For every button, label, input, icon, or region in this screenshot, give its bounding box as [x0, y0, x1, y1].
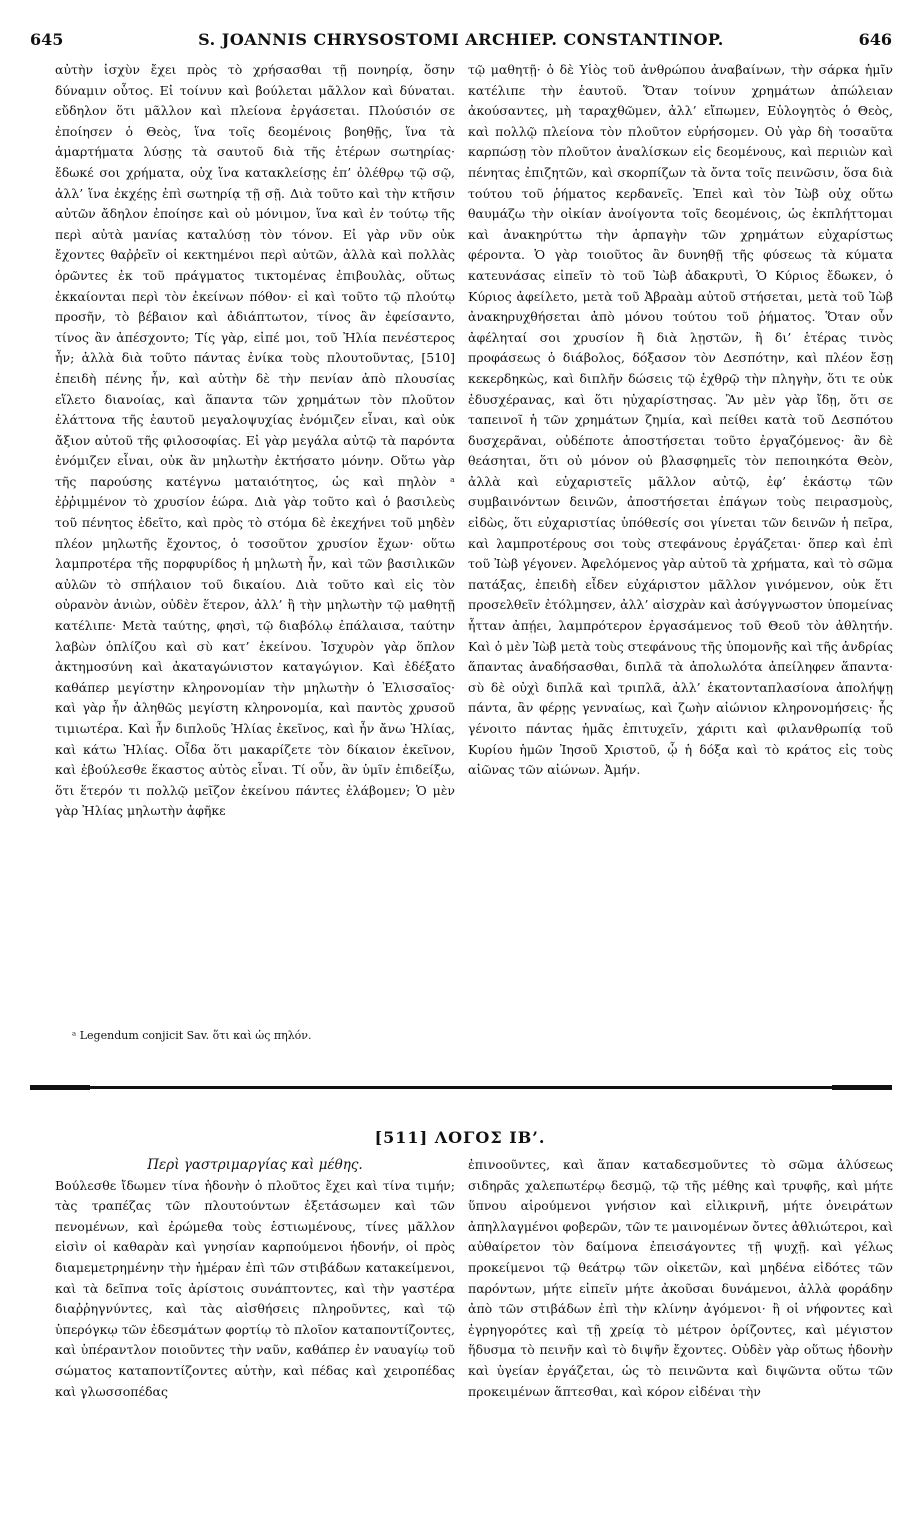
top-right-text: τῷ μαθητῇ· ὁ δὲ Υἱὸς τοῦ ἀνθρώπου ἀναβαίνων, τὴν σάρκα ἡμῖν κατέλιπε τὴν ἑαυτοῦ. Ὅταν τοίνυν χρημάτων ἀπώλειαν ἀκούσαντες, μὴ ταραχθῶμεν, ἀλλ’ εἴπωμεν, Εὐλογητὸς ὁ Θεὸς, καὶ πολλῷ πλείονα τὸν πλοῦτον εὑρήσομεν. Οὐ γὰρ δὴ τοσαῦτα καρπώσῃ τὸν πλοῦτον ἀναλίσκων εἰς δεομένους, καὶ περιιὼν καὶ πένητας ἐπιζητῶν, καὶ σκορπίζων τὰ ὄντα τοῖς πεινῶσιν, ὅσα διὰ τούτου τοῦ ῥήματος κερδανεῖς. Ἐπεὶ καὶ τὸν Ἰὼβ οὐχ οὕτω θαυμάζω τὴν οἰκίαν ἀνοίγοντα τοῖς δεομένοις, ὡς ἐκπλήττομαι καὶ ἀνακηρύττω τὴν ἁρπαγὴν τῶν χρημάτων εὐχαρίστως φέροντα. Ὁ γὰρ τοιοῦτος ἂν δυνηθῇ τῆς φύσεως τὰ κύματα κατευνάσας εἰπεῖν τὸ τοῦ Ἰὼβ ἀδακρυτὶ, Ὁ Κύριος ἔδωκεν, ὁ Κύριος ἀφείλετο, μετὰ τοῦ Ἀβραὰμ αὐτοῦ στήσεται, μετὰ τοῦ Ἰὼβ ἀνακηρυχθήσεται ἀπὸ μόνου τούτου τοῦ ῥήματος. Ὅταν οὖν ἀφέληταί σοι χρυσίον ἢ διὰ λῃστῶν, ἢ δι’ ἑτέρας τινὸς προφάσεως ὁ διάβολος, δόξασον τὸν Δεσπότην, καὶ πλέον ἔσῃ κεκερδηκὼς, καὶ διπλῆν δώσεις τῷ ἐχθρῷ τὴν πληγὴν, ὅτι τε οὐκ ἐδυσχέρανας, καὶ ὅτι ηὐχαρίστησας. Ἂν μὲν γὰρ ἴδῃ, ὅτι σε ταπεινοῖ ἡ τῶν χρημάτων ζημία, καὶ πείθει κατὰ τοῦ Δεσπότου δυσχερᾶναι, οὐδέποτε ἀποστήσεται τοῦτο ἐργαζόμενος· ἂν δὲ θεάσηται, ὅτι οὐ μόνον οὐ βλασφημεῖς τὸν πεποιηκότα Θεὸν, ἀλλὰ καὶ εὐχαριστεῖς μᾶλλον αὐτῷ, ἐφ’ ἑκάστῳ τῶν συμβαινόντων δεινῶν, ἀποστήσεται ἐπάγων τοὺς πειρασμοὺς, εἰδὼς, ὅτι εὐχαριστίας ὑπόθεσίς σοι γίνεται τῶν δεινῶν ἡ πεῖρα, καὶ λαμπροτέρους σοι τοὺς στεφάνους ἐργάζεται· ὅπερ καὶ ἐπὶ τοῦ Ἰὼβ γέγονεν. Ἀφελόμενος γὰρ αὐτοῦ τὰ χρήματα, καὶ τὸ σῶμα πατάξας, ἐπειδὴ εἶδεν εὐχάριστον μᾶλλον γινόμενον, οὐκ ἔτι προσελθεῖν ἐτόλμησεν, ἀλλ’ αἰσχρὰν καὶ ἀσύγγνωστον ὑπομείνας ἧτταν ἀπῄει, λαμπρότερον ἐργασάμενος τοῦ Θεοῦ τὸν ἀθλητήν. Καὶ ὁ μὲν Ἰὼβ μετὰ τοὺς στεφάνους τῆς ὑπομονῆς καὶ τῆς ἀνδρίας ἅπαντας ἀναδήσασθαι, διπλᾶ τὰ ἀπολωλότα ἀπείληφεν ἅπαντα· σὺ δὲ οὐχὶ διπλᾶ καὶ τριπλᾶ, ἀλλ’ ἑκατονταπλασίονα ἀπολήψῃ πάντα, ἂν φέρῃς γενναίως, καὶ ζωὴν αἰώνιον κληρονομήσεις· ἧς γένοιτο πάντας ἡμᾶς ἐπιτυχεῖν, χάριτι καὶ φιλανθρωπίᾳ τοῦ Κυρίου ἡμῶν Ἰησοῦ Χριστοῦ, ᾧ ἡ δόξα καὶ τὸ κράτος εἰς τοὺς αἰῶνας τῶν αἰώνων. Ἀμήν. — [468, 62, 893, 778]
bottom-right-column — [468, 1155, 893, 1530]
page-header — [30, 30, 892, 56]
page-number-right: 646 — [858, 30, 892, 49]
section-subtitle: Περὶ γαστριμαργίας καὶ μέθης. — [147, 1157, 363, 1173]
bottom-left-text: Βούλεσθε ἴδωμεν τίνα ἡδονὴν ὁ πλοῦτος ἔχει καὶ τίνα τιμήν; τὰς τραπέζας τῶν πλουτούντων ἐξετάσωμεν καὶ τῶν πενομένων, καὶ ἐρώμεθα τοὺς ἑστιωμένους, τίνες μᾶλλον εἰσὶν οἱ καθαρὰν καὶ γνησίαν καρπούμενοι ἡδονήν, οἱ πρὸς διαμεμετρημένην τὴν ἡμέραν ἐπὶ τῶν στιβάδων κατακείμενοι, καὶ τὰ δεῖπνα τοῖς ἀρίστοις συνάπτοντες, καὶ τὴν γαστέρα διαῤῥηγνύντες, καὶ τὰς αἰσθήσεις πληροῦντες, καὶ τῷ ὑπερόγκῳ τῶν ἐδεσμάτων φορτίῳ τὸ πλοῖον καταποντίζοντες, καὶ ὑπέραντλον ποιοῦντες τὴν ναῦν, καθάπερ ἐν ναυαγίῳ τοῦ σώματος καταποντίζοντες αὐτὴν, καὶ πέδας καὶ χειροπέδας καὶ γλωσσοπέδας — [55, 1177, 455, 1399]
page-number-left: 645 — [30, 30, 64, 49]
top-left-text: αὐτὴν ἰσχὺν ἔχει πρὸς τὸ χρήσασθαι τῇ πονηρίᾳ, ὅσην δύναμιν οὗτος. Εἰ τοίνυν καὶ βούλεται μᾶλλον καὶ δύναται. εὔδηλον ὅτι μᾶλλον καὶ πλείονα ἐργάσεται. Πλούσιόν σε ἐποίησεν ὁ Θεὸς, ἵνα τοῖς δεομένοις βοηθῇς, ἵνα τὰ ἁμαρτήματα λύσῃς τὰ σαυτοῦ διὰ τῆς ἑτέρων σωτηρίας· ἔδωκέ σοι χρήματα, οὐχ ἵνα κατακλείσῃς ἐπ’ ὀλέθρῳ τῷ σῷ, ἀλλ’ ἵνα ἐκχέῃς ἐπὶ σωτηρίᾳ τῇ σῇ. Διὰ τοῦτο καὶ τὴν κτῆσιν αὐτῶν ἄδηλον ἐποίησε καὶ οὐ μόνιμον, ἵνα καὶ ἐν τούτῳ τῆς περὶ αὐτὰ μανίας καταλύσῃ τὸν τόνον. Εἰ γὰρ νῦν οὐκ ἔχοντες θαῤῥεῖν οἱ κεκτημένοι περὶ αὐτῶν, ἀλλὰ καὶ πολλὰς ὁρῶντες ἐκ τοῦ πράγματος τικτομένας ἐπιβουλὰς, οὕτως ἐκκαίονται περὶ τὸν ἐκείνων πόθον· εἰ καὶ τοῦτο τῷ πλούτῳ προσῆν, τὸ βέβαιον καὶ ἀδιάπτωτον, τίνος ἂν ἐφείσαντο, τίνος ἂν ἀπέσχοντο; Τίς γὰρ, εἰπέ μοι, τοῦ Ἠλία πενέστερος ἦν; ἀλλὰ διὰ τοῦτο πάντας ἐνίκα τοὺς πλουτοῦντας, [510] ἐπειδὴ πένης ἦν, καὶ αὐτὴν δὲ τὴν πενίαν ἀπὸ πλουσίας εἵλετο διανοίας, καὶ ἅπαντα τῶν χρημάτων τὸν πλοῦτον ἐλάττονα τῆς ἑαυτοῦ μεγαλοψυχίας ἐνόμιζεν εἶναι, καὶ οὐκ ἄξιον αὐτοῦ τῆς φιλοσοφίας. Εἰ γὰρ μεγάλα αὐτῷ τὰ παρόντα ἐνόμιζεν εἶναι, οὐκ ἂν μηλωτὴν ἐκτήσατο μόνην. Οὕτω γὰρ τῆς παρούσης κατέγνω ματαιότητος, ὡς καὶ πηλὸν ᵃ ἐῤῥιμμένον τὸ χρυσίον ἑώρα. Διὰ γὰρ τοῦτο καὶ ὁ βασιλεὺς τοῦ πένητος ἐδεῖτο, καὶ πρὸς τὸ στόμα δὲ ἐκεχήνει τοῦ μηδὲν πλέον μηλωτῆς ἔχοντος, ὁ τοσοῦτον χρυσίον ἔχων· οὕτω λαμπροτέρα τῆς πορφυρίδος ἡ μηλωτὴ ἦν, καὶ τῶν βασιλικῶν αὐλῶν τὸ σπήλαιον τοῦ δικαίου. Διὰ τοῦτο καὶ εἰς τὸν οὐρανὸν ἀνιὼν, οὐδὲν ἕτερον, ἀλλ’ ἢ τὴν μηλωτὴν τῷ μαθητῇ κατέλιπε· Μετὰ ταύτης, φησὶ, τῷ διαβόλῳ ἐπάλαισα, ταύτην λαβὼν ὁπλίζου καὶ σὺ κατ’ ἐκείνου. Ἰσχυρὸν γὰρ ὅπλον ἀκτημοσύνη καὶ ἀκαταγώνιστον καταγώγιον. Καὶ ἐδέξατο καθάπερ μεγίστην κληρονομίαν τὴν μηλωτὴν ὁ Ἐλισσαῖος· καὶ γὰρ ἦν ἀληθῶς μεγίστη κληρονομία, καὶ παντὸς χρυσοῦ τιμιωτέρα. Καὶ ἦν διπλοῦς Ἠλίας ἐκεῖνος, καὶ ἦν ἄνω Ἠλίας, καὶ κάτω Ἠλίας. Οἶδα ὅτι μακαρίζετε τὸν δίκαιον ἐκεῖνον, καὶ ἐβούλεσθε ἕκαστος αὐτὸς εἶναι. Τί οὖν, ἂν ὑμῖν ἐπιδείξω, ὅτι ἕτερόν τι πολλῷ μεῖζον ἐκείνου πάντες ἐλάβομεν; Ὁ μὲν γὰρ Ἠλίας μηλωτὴν ἀφῆκε — [55, 62, 455, 819]
divider-end-left — [30, 1085, 90, 1090]
footnote: ᵃ Legendum conjicit Sav. ὅτι καὶ ὡς πηλόν. — [72, 1029, 312, 1042]
top-right-column — [468, 60, 893, 1075]
section-divider — [30, 1086, 892, 1089]
bottom-left-column — [55, 1155, 455, 1530]
bottom-right-text: ἐπινοοῦντες, καὶ ἅπαν καταδεσμοῦντες τὸ σῶμα ἁλύσεως σιδηρᾶς χαλεπωτέρῳ δεσμῷ, τῷ τῆς μέθης καὶ τρυφῆς, καὶ μήτε ὕπνου αἱρούμενοι γνήσιον καὶ εἰλικρινῆ, μήτε ὀνειράτων ἀπηλλαγμένοι φοβερῶν, τῶν τε μαινομένων ὄντες ἀθλιώτεροι, καὶ αὐθαίρετον τὸν δαίμονα ἐπεισάγοντες τῇ ψυχῇ. καὶ γέλως προκείμενοι τῷ θεάτρῳ τῶν οἰκετῶν, καὶ μηδένα εἰδότες τῶν παρόντων, μήτε εἰπεῖν μήτε ἀκοῦσαι δυνάμενοι, ἀλλὰ φοράδην ἀπὸ τῶν στιβάδων ἐπὶ τὴν κλίνην ἀγόμενοι· ἢ οἱ νήφοντες καὶ ἐγρηγορότες καὶ τῇ χρείᾳ τὸ μέτρον ὁρίζοντες, καὶ μέγιστον ἥδυσμα τὸ πεινῆν καὶ τὸ διψῆν ἔχοντες. Οὐδὲν γὰρ οὕτως ἡδονὴν καὶ ὑγείαν ἐργάζεται, ὡς τὸ πεινῶντα καὶ διψῶντα οὕτω τῶν προκειμένων ἅπτεσθαι, καὶ κόρον εἰδέναι τὴν — [468, 1157, 893, 1399]
top-left-column — [55, 60, 455, 1005]
running-title: S. JOANNIS CHRYSOSTOMI ARCHIEP. CONSTANTINOP. — [198, 30, 724, 49]
divider-end-right — [832, 1085, 892, 1090]
section-heading: [511] ΛΟΓΟΣ ΙΒ’. — [374, 1128, 546, 1147]
